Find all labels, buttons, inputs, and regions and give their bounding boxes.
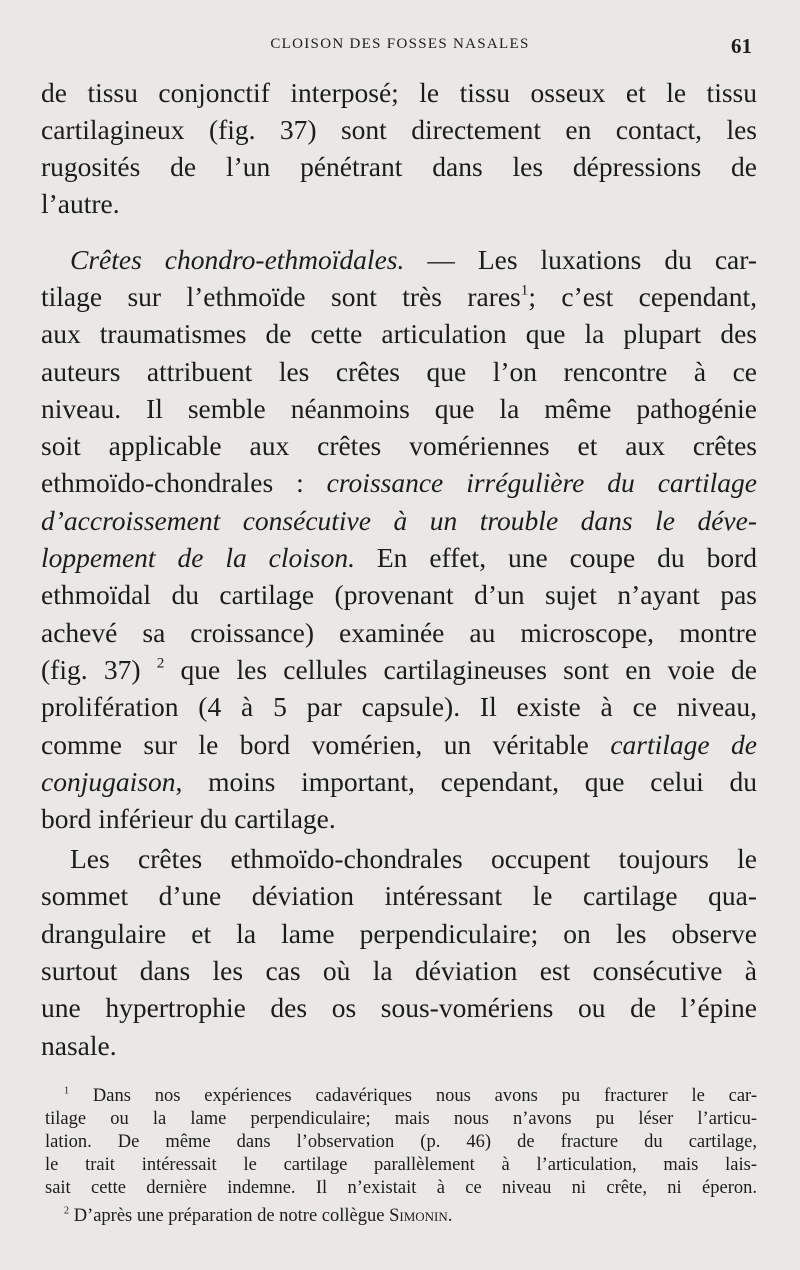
body-line: nasale. [41,1030,117,1061]
body-line: sommet d’une déviation intéressant le cartilage qua- [41,880,757,911]
body-line: tilage sur l’ethmoïde sont très rares$^1$; c’est cependant, [41,281,757,312]
body-line: comme sur le bord vomérien, un véritable cartilage de [41,729,757,760]
body-line: drangulaire et la lame perpendiculaire; on les observe [41,918,757,949]
footnote-line: le trait intéressait le cartilage parallèlement à l’articulation, mais lais- [45,1155,757,1175]
page-number: 61 [731,34,752,58]
body-line: achevé sa croissance) examinée au microscope, montre [41,617,757,648]
body-line: une hypertrophie des os sous-vomériens ou de l’épine [41,992,757,1023]
footnote-ref-2[interactable]: 2 [156,655,165,672]
footnote-line: tilage ou la lame perpendiculaire; mais nous n’avons pu léser l’articu- [45,1109,757,1129]
body-line: d’accroissement consécutive à un trouble dans le déve- [41,505,757,536]
body-line: soit applicable aux crêtes vomériennes et aux crêtes [41,430,757,461]
footnote-mark-1: 1 [64,1085,70,1097]
author-name: Simonin [389,1206,448,1226]
body-line: bord inférieur du cartilage. [41,803,336,834]
footnote-mark-2: 2 [64,1205,70,1217]
body-line: niveau. Il semble néanmoins que la même pathogénie [41,393,757,424]
body-line-section-heading: Crêtes chondro-ethmoïdales. — Les luxations du car- [70,244,757,275]
body-line: aux traumatismes de cette articulation que la plupart des [41,318,757,349]
body-line: rugosités de l’un pénétrant dans les dépressions de [41,151,757,182]
body-line: prolifération (4 à 5 par capsule). Il existe à ce niveau, [41,691,757,722]
body-line: surtout dans les cas où la déviation est consécutive à [41,955,757,986]
body-line: ethmoïdal du cartilage (provenant d’un sujet n’ayant pas [41,579,757,610]
body-line: loppement de la cloison. En effet, une coupe du bord [41,542,757,573]
body-line: auteurs attribuent les crêtes que l’on rencontre à ce [41,356,757,387]
body-line: cartilagineux (fig. 37) sont directement en contact, les [41,114,757,145]
footnote-line: sait cette dernière indemne. Il n’existait à ce niveau ni crête, ni éperon. [45,1178,757,1198]
body-line: conjugaison, moins important, cependant, que celui du [41,766,757,797]
footnote-2: $^2$ D’après une préparation de notre collègue Simonin. [64,1205,453,1226]
body-line: Les crêtes ethmoïdo-chondrales occupent toujours le [70,843,757,874]
footnote-line: lation. De même dans l’observation (p. 46) de fracture du cartilage, [45,1132,757,1152]
body-line: de tissu conjonctif interposé; le tissu osseux et le tissu [41,77,757,108]
body-line: l’autre. [41,188,120,219]
section-heading: Crêtes chondro-ethmoïdales. [70,244,405,275]
footnote-ref-1[interactable]: 1 [520,282,529,299]
body-line: (fig. 37) $^2$ que les cellules cartilagineuses sont en voie de [41,654,757,685]
running-title: CLOISON DES FOSSES NASALES [270,36,530,52]
footnote-1: $^1$ Dans nos expériences cadavériques nous avons pu fracturer le car- [64,1085,757,1106]
body-line: ethmoïdo-chondrales : croissance irrégulière du cartilage [41,467,757,498]
